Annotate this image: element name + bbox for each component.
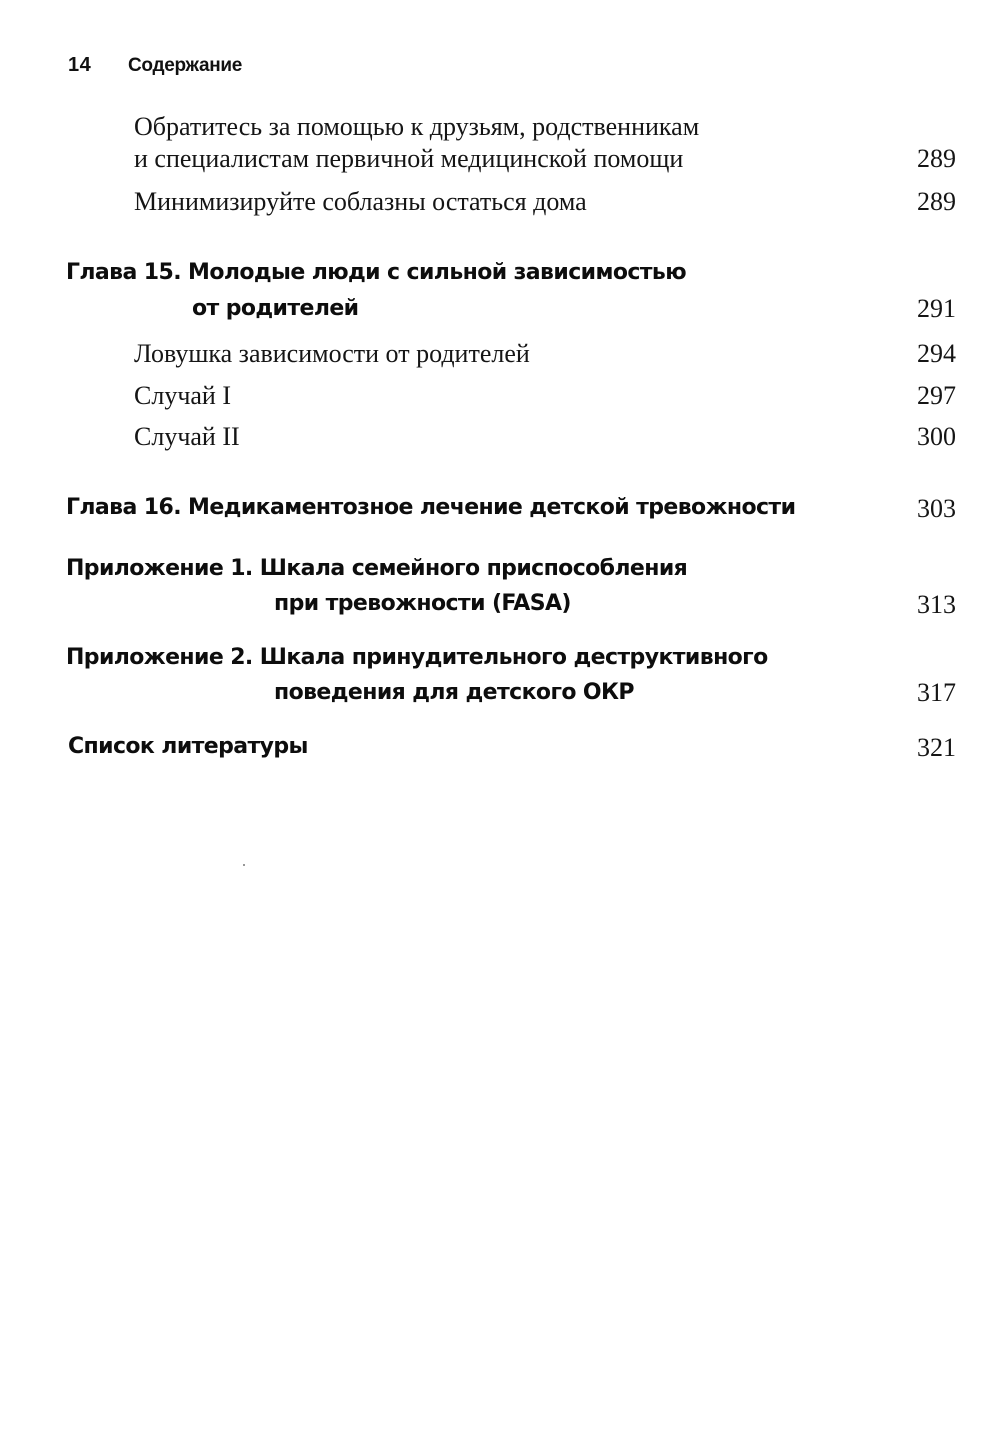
toc-chapter-15-page: 291	[917, 294, 956, 323]
toc-entry-help-line1: Обратитесь за помощью к друзьям, родственникам	[134, 112, 700, 141]
toc-chapter-15-line1: Глава 15. Молодые люди с сильной зависимостью	[66, 260, 687, 285]
toc-appendix-2-line2: поведения для детского ОКР	[274, 680, 634, 705]
toc-entry-case-1: Случай I	[134, 381, 232, 410]
toc-chapter-16: Глава 16. Медикаментозное лечение детской тревожности	[66, 495, 796, 520]
toc-appendix-1-line1: Приложение 1. Шкала семейного приспособления	[66, 556, 688, 581]
toc-appendix-1-page: 313	[917, 590, 956, 619]
toc-entry-minimize-page: 289	[917, 187, 956, 216]
toc-entry-help-page: 289	[917, 144, 956, 173]
toc-entry-trap-page: 294	[917, 339, 956, 368]
header-title: Содержание	[128, 55, 243, 76]
toc-references-page: 321	[917, 733, 956, 762]
toc-appendix-2-page: 317	[917, 678, 956, 707]
toc-entry-case-1-page: 297	[917, 381, 956, 410]
toc-entry-help-line2: и специалистам первичной медицинской помощи	[134, 144, 684, 173]
toc-appendix-1-line2: при тревожности (FASA)	[274, 591, 571, 616]
toc-chapter-15-line2: от родителей	[192, 296, 359, 321]
toc-entry-minimize: Минимизируйте соблазны остаться дома	[134, 187, 587, 216]
running-header	[68, 54, 242, 84]
toc-chapter-16-page: 303	[917, 494, 956, 523]
scan-speck	[243, 864, 245, 866]
toc-entry-case-2: Случай II	[134, 422, 240, 451]
toc-entry-case-2-page: 300	[917, 422, 956, 451]
toc-appendix-2-line1: Приложение 2. Шкала принудительного деструктивного	[66, 645, 768, 670]
toc-references: Список литературы	[68, 734, 308, 759]
toc-entry-trap: Ловушка зависимости от родителей	[134, 339, 530, 368]
header-page-number: 14	[68, 54, 92, 76]
